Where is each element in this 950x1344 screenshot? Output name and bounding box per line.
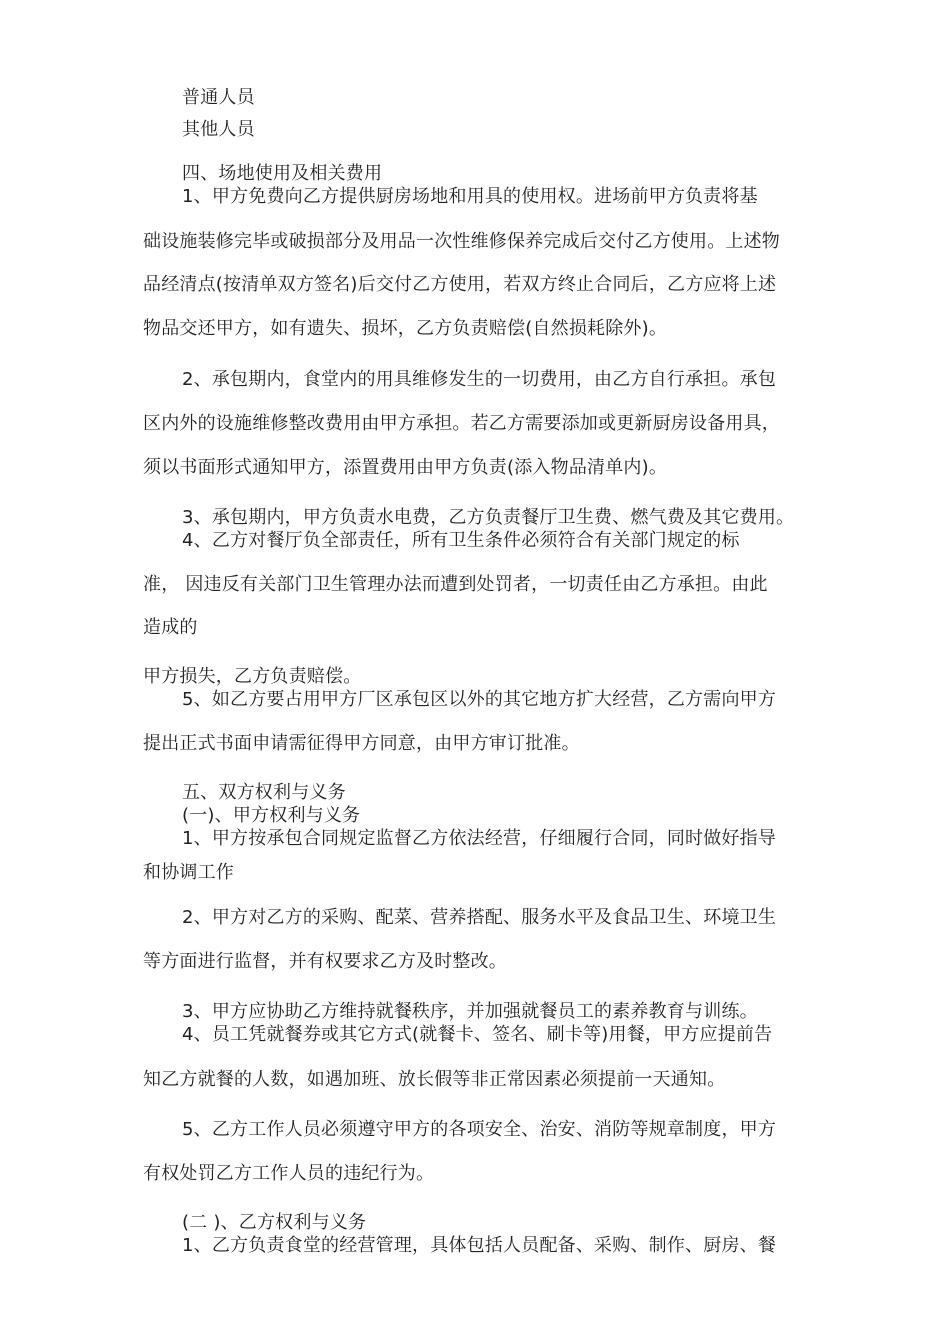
clause-4-2-line-3: 须以书面形式通知甲方，添置费用由甲方负责(添入物品清单内)。	[143, 457, 668, 478]
clause-5-1-4-line-2: 知乙方就餐的人数，如遇加班、放长假等非正常因素必须提前一天通知。	[143, 1069, 726, 1090]
clause-5-1-2-line-2: 等方面进行监督，并有权要求乙方及时整改。	[143, 951, 507, 972]
clause-4-4-line-4: 甲方损失，乙方负责赔偿。	[143, 666, 362, 687]
clause-4-3: 3、承包期内，甲方负责水电费，乙方负责餐厅卫生费、燃气费及其它费用。	[182, 507, 795, 528]
clause-5-1-1-line-2: 和协调工作	[143, 862, 234, 883]
clause-5-1-5-line-1: 5、乙方工作人员必须遵守甲方的各项安全、治安、消防等规章制度，甲方	[182, 1119, 777, 1140]
clause-4-1-line-1: 1、甲方免费向乙方提供厨房场地和用具的使用权。进场前甲方负责将基	[182, 186, 758, 207]
clause-5-2-1-line-1: 1、乙方负责食堂的经营管理，具体包括人员配备、采购、制作、厨房、餐	[182, 1235, 777, 1256]
clause-4-4-line-2: 准， 因违反有关部门卫生管理办法而遭到处罚者，一切责任由乙方承担。由此	[143, 574, 768, 595]
clause-4-1-line-4: 物品交还甲方，如有遗失、损坏，乙方负责赔偿(自然损耗除外)。	[143, 318, 668, 339]
clause-4-4-line-3: 造成的	[143, 617, 198, 638]
clause-5-1-2-line-1: 2、甲方对乙方的采购、配菜、营养搭配、服务水平及食品卫生、环境卫生	[182, 907, 777, 928]
clause-5-1-5-line-2: 有权处罚乙方工作人员的违纪行为。	[143, 1163, 435, 1184]
clause-5-1-4-line-1: 4、员工凭就餐券或其它方式(就餐卡、签名、刷卡等)用餐，甲方应提前告	[182, 1024, 773, 1045]
subsection-heading-5-2: (二 )、乙方权利与义务	[182, 1212, 367, 1233]
subsection-heading-5-1: (一)、甲方权利与义务	[182, 805, 361, 826]
section-heading-5: 五、双方权利与义务	[182, 782, 346, 803]
clause-4-5-line-2: 提出正式书面申请需征得甲方同意，由甲方审订批准。	[143, 733, 580, 754]
clause-4-1-line-3: 品经清点(按清单双方签名)后交付乙方使用，若双方终止合同后，乙方应将上述	[143, 274, 777, 295]
clause-4-5-line-1: 5、如乙方要占用甲方厂区承包区以外的其它地方扩大经营，乙方需向甲方	[182, 689, 777, 710]
section-heading-4: 四、场地使用及相关费用	[182, 163, 383, 184]
clause-4-4-line-1: 4、乙方对餐厅负全部责任，所有卫生条件必须符合有关部门规定的标	[182, 530, 740, 551]
clause-5-1-3: 3、甲方应协助乙方维持就餐秩序，并加强就餐员工的素养教育与训练。	[182, 1001, 758, 1022]
clause-4-2-line-2: 区内外的设施维修整改费用由甲方承担。若乙方需要添加或更新厨房设备用具，	[143, 413, 780, 434]
clause-4-1-line-2: 础设施装修完毕或破损部分及用品一次性维修保养完成后交付乙方使用。上述物	[143, 231, 780, 252]
clause-4-2-line-1: 2、承包期内，食堂内的用具维修发生的一切费用，由乙方自行承担。承包	[182, 369, 777, 390]
clause-5-1-1-line-1: 1、甲方按承包合同规定监督乙方依法经营，仔细履行合同，同时做好指导	[182, 828, 777, 849]
list-item-other-staff: 其他人员	[182, 119, 255, 140]
list-item-ordinary-staff: 普通人员	[182, 87, 255, 108]
